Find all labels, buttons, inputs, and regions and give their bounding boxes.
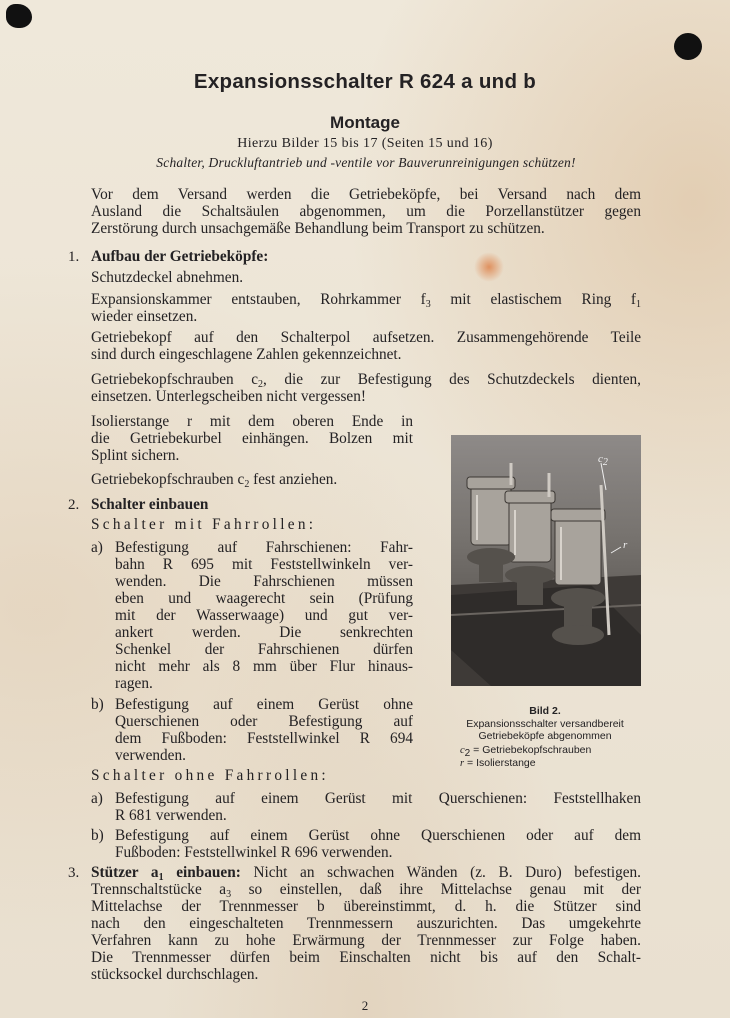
item-label-b: b) [91, 696, 104, 713]
torn-corner [6, 4, 32, 28]
item-a-line: ankert werden. Die senkrechten [115, 624, 413, 641]
section-2-heading: Schalter einbauen [91, 496, 209, 513]
section-2-number: 2. [68, 497, 80, 513]
item-b2-line: Fußboden: Feststellwinkel R 696 verwenden. [115, 844, 393, 861]
photo-label-r: r [623, 539, 628, 551]
section-1-number: 1. [68, 249, 80, 265]
punch-hole [674, 33, 702, 60]
switch-photo [451, 435, 641, 686]
s1-step: Expansionskammer entstauben, Rohrkammer $f_3$ mit elastischem Ring $f_1$ [91, 291, 642, 310]
intro-line: Ausland die Schaltsäulen abgenommen, um die Porzellanstützer gegen [91, 203, 641, 220]
item-b-line: Befestigung auf einem Gerüst ohne [115, 696, 413, 713]
subsection-heading: Schalter ohne Fahrrollen: [91, 767, 329, 784]
item-a-line: Befestigung auf Fahrschienen: Fahr- [115, 539, 413, 556]
s1-step-cont: einsetzen. Unterlegscheiben nicht vergessen! [91, 388, 366, 405]
intro-line: Vor dem Versand werden die Getriebeköpfe, bei Versand nach dem [91, 186, 641, 203]
item-b-line: verwenden. [115, 747, 186, 764]
s1-step-cont: wieder einsetzen. [91, 308, 198, 325]
item-b-line: dem Fußboden: Feststellwinkel R 694 [115, 730, 413, 747]
subsection-heading: Schalter mit Fahrrollen: [91, 516, 317, 533]
figure-caption: Getriebeköpfe abgenommen [478, 730, 612, 742]
item-b2-line: Befestigung auf einem Gerüst ohne Querschienen oder auf dem [115, 827, 641, 844]
item-a2-line: R 681 verwenden. [115, 807, 227, 824]
section-1-heading: Aufbau der Getriebeköpfe: [91, 248, 269, 265]
s1-step-cont: die Getriebekurbel einhängen. Bolzen mit [91, 430, 413, 447]
page-number: 2 [361, 998, 369, 1013]
section-title: Montage [330, 113, 400, 132]
figure-caption-title: Bild 2. [529, 705, 561, 717]
item-a-line: Schenkel der Fahrschienen dürfen [115, 641, 413, 658]
figure-legend-item: $c_2$ = Getriebekopfschrauben [460, 744, 592, 759]
photo-label-c2: $c_2$ [598, 453, 608, 468]
item-a-line: nicht mehr als 8 mm über Flur hinaus- [115, 658, 413, 675]
item-label-a: a) [91, 790, 103, 807]
s1-step: Getriebekopf auf den Schalterpol aufsetzen. Zusammengehörende Teile [91, 329, 641, 346]
figure-reference: Hierzu Bilder 15 bis 17 (Seiten 15 und 16) [237, 136, 493, 151]
s3-line: stücksockel durchschlagen. [91, 966, 259, 983]
s1-step-cont: sind durch eingeschlagene Zahlen gekennzeichnet. [91, 346, 402, 363]
figure-caption: Expansionsschalter versandbereit [466, 718, 624, 730]
item-b-line: Querschienen oder Befestigung auf [115, 713, 413, 730]
s3-line: nach den eingeschalteten Trennmessern auszurichten. Das umgekehrte [91, 915, 641, 932]
item-label-b: b) [91, 827, 104, 844]
warning-note: Schalter, Druckluftantrieb und -ventile vor Bauverunreinigungen schützen! [156, 155, 576, 170]
section-3-first-line: Stützer $a_1$ einbauen: Nicht an schwachen Wänden (z. B. Duro) befestigen. [91, 864, 641, 883]
rust-stain [474, 252, 504, 282]
s3-line: Verfahren kann zu hohe Erwärmung der Trennmesser zur Folge haben. [91, 932, 641, 949]
item-a-line: wenden. Die Fahrschienen müssen [115, 573, 413, 590]
item-a2-line: Befestigung auf einem Gerüst mit Querschienen: Feststellhaken [115, 790, 641, 807]
item-a-line: mit der Wasserwaage) und gut ver- [115, 607, 413, 624]
s1-step: Getriebekopfschrauben $c_2$, die zur Befestigung des Schutzdeckels dienten, [91, 371, 641, 390]
s3-line: Trennschaltstücke $a_3$ so einstellen, daß ihre Mittelachse genau mit der [91, 881, 641, 900]
s1-step-cont: Splint sichern. [91, 447, 180, 464]
s1-step: Schutzdeckel abnehmen. [91, 269, 244, 286]
intro-line: Zerstörung durch unsachgemäße Behandlung beim Transport zu schützen. [91, 220, 545, 237]
item-a-line: eben und waagerecht sein (Prüfung [115, 590, 413, 607]
s3-line: Die Trennmesser dürfen beim Einschalten nicht bis auf den Schalt- [91, 949, 641, 966]
item-label-a: a) [91, 539, 103, 556]
figure-legend-item: r = Isolierstange [460, 757, 536, 769]
item-a-line: bahn R 695 mit Feststellwinkeln ver- [115, 556, 413, 573]
page-title: Expansionsschalter R 624 a und b [193, 70, 537, 93]
s3-line: Mittelachse der Trennmesser b übereinstimmt, d. h. die Stützer sind [91, 898, 641, 915]
section-3-number: 3. [68, 865, 80, 881]
item-a-line: ragen. [115, 675, 153, 692]
s1-step: Getriebekopfschrauben $c_2$ fest anziehen. [91, 471, 338, 490]
s1-step: Isolierstange r mit dem oberen Ende in [91, 413, 413, 430]
